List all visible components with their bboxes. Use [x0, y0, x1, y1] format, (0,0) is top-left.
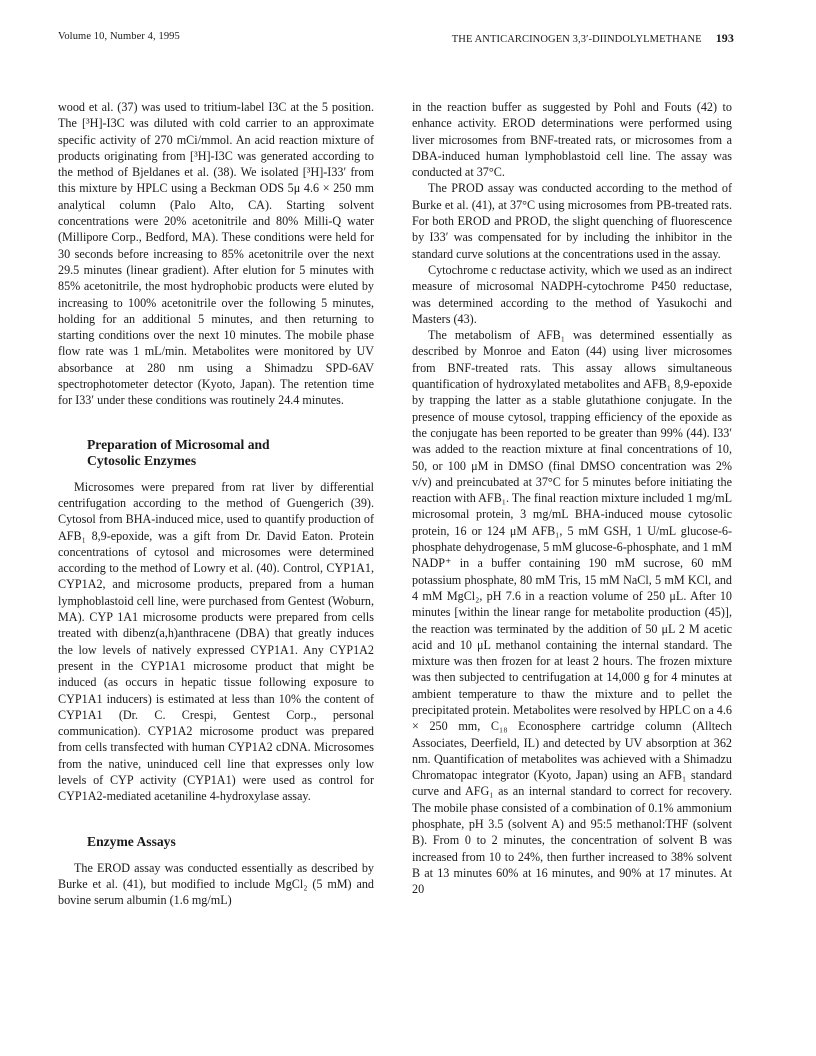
running-header [58, 31, 734, 47]
paragraph: Cytochrome c reductase activity, which we used as an indirect measure of microsomal NADPH-cytochrome P450 reductase, was determined according to the method of Yasukochi and Masters (43). [412, 262, 732, 326]
section-heading-enzyme-assays: Enzyme Assays [87, 833, 176, 849]
page-number: 193 [715, 31, 734, 45]
paragraph: The metabolism of AFB₁ was determined essentially as described by Monroe and Eaton (44) using liver microsomes from BNF-treated rats. This assay allows simultaneous quantification of hydroxylated metabolites and AFB₁ 8,9-epoxide by trapping the latter as a stable glutathione conjugate. In the presence of mouse cytosol, trapping efficiency of the epoxide as the conjugate has been reported to be greater than 99% (44). I33′ was added to the reaction mixture at final concentrations of 10, 50, or 100 μM in DMSO (final DMSO concentration was 2% v/v) and preincubated at 37°C for 5 minutes before initiating the reaction with AFB₁. The final reaction mixture included 1 mg/mL microsomal protein, 3 mg/mL BHA-induced mouse cytosolic protein, 16 or 124 μM AFB₁, 5 mM GSH, 1 U/mL glucose-6-phosphate dehydrogenase, 5 mM glucose-6-phosphate, and 1 mM NADP⁺ in a buffer containing 190 mM sucrose, 60 mM potassium phosphate, 80 mM Tris, 15 mM NaCl, 5 mM KCl, and 4 mM MgCl₂, pH 7.6 in a reaction volume of 250 μL. After 10 minutes [within the linear range for metabolite production (45)], the reaction was terminated by the addition of 50 μL 2 M acetic acid and 10 μL methanol containing the internal standard. The mixture was then frozen for at least 2 hours. The frozen mixture was then subjected to centrifugation at 14,000 g for 4 minutes at ambient temperature to thaw the mixture and to pellet the precipitated protein. Metabolites were resolved by HPLC on a 4.6 × 250 mm, C₁₈ Econosphere cartridge column (Alltech Associates, Deerfield, IL) and detected by UV absorption at 362 nm. Quantification of metabolites was achieved with a Shimadzu Chromatopac integrator (Kyoto, Japan) using an AFB₁ standard curve and AFG₁ as an internal standard to correct for recovery. The mobile phase consisted of a combination of 0.1% ammonium phosphate, pH 3.5 (solvent A) and 95:5 methanol:THF (solvent B). From 0 to 2 minutes, the concentration of solvent B was increased from 10 to 24%, then further increased to 38% solvent B at 13 minutes 60% at 16 minutes, and 90% at 17 minutes. At 20 [412, 328, 732, 897]
paragraph: The PROD assay was conducted according to the method of Burke et al. (41), at 37°C using microsomes from PB-treated rats. For both EROD and PROD, the slight quenching of fluorescence by I33′ was compensated for by including the inhibitor in the standard curve solutions at the concentrations used in the assay. [412, 181, 732, 261]
heading-line: Preparation of Microsomal and [87, 436, 270, 452]
running-title: THE ANTICARCINOGEN 3,3′-DIINDOLYLMETHANE [451, 34, 702, 45]
journal-volume-issue: Volume 10, Number 4, 1995 [58, 31, 180, 42]
right-column [412, 99, 732, 898]
section-heading-microsomal [87, 437, 374, 469]
paragraph: The EROD assay was conducted essentially as described by Burke et al. (41), but modified to include MgCl₂ (5 mM) and bovine serum albumin (1.6 mg/mL) [58, 860, 374, 908]
paragraph: in the reaction buffer as suggested by Pohl and Fouts (42) to enhance activity. EROD determinations were performed using liver microsomes from BNF-treated rats, or microsomes from a DBA-induced human lymphoblastoid cell line. The assay was conducted at 37°C. [412, 100, 732, 180]
paragraph: wood et al. (37) was used to tritium-label I3C at the 5 position. The [³H]-I3C was diluted with cold carrier to an approximate specific activity of 270 mCi/mmol. An acid reaction mixture of products originating from [³H]-I3C was generated according to the method of Bjeldanes et al. (38). We isolated [³H]-I33′ from this mixture by HPLC using a Beckman ODS 5μ 4.6 × 250 mm analytical column (Palo Alto, CA). Starting solvent concentrations were 20% acetonitrile and 80% Milli-Q water (Millipore Corp., Bedford, MA). These conditions were held for 30 seconds before increasing to 85% acetonitrile over the next 29.5 minutes (linear gradient). After elution for 5 minutes with 85% acetonitrile, the most hydrophobic products were eluted by increasing to 100% acetonitrile over the following 5 minutes, holding for an additional 5 minutes, and then returning to starting conditions over the next 10 minutes. The mobile phase flow rate was 1 mL/min. Metabolites were monitored by UV absorbance at 280 nm using a Shimadzu SPD-6AV spectrophotometer detector (Kyoto, Japan). The retention time for I33′ under these conditions was routinely 24.4 minutes. [58, 100, 374, 408]
heading-line: Cytosolic Enzymes [87, 452, 197, 468]
left-column [58, 99, 374, 908]
running-title-block [452, 31, 734, 46]
paragraph: Microsomes were prepared from rat liver by differential centrifugation according to the method of Guengerich (39). Cytosol from BHA-induced mice, used to quantify production of AFB₁ 8,9-epoxide, was a gift from Dr. David Eaton. Protein concentrations of cytosol and microsomes were determined according to the method of Lowry et al. (40). Control, CYP1A1, CYP1A2, and microsome products, prepared from a human lymphoblastoid cell line, were purchased from Gentest (Woburn, MA). CYP 1A1 microsome products were prepared from cells treated with dibenz(a,h)anthracene (DBA) that greatly induces the low levels of natively expressed CYP1A1. Any CYP1A2 present in the CYP1A1 microsome product that might be induced (as occurs in hepatic tissue following exposure to CYP1A1 inducers) is estimated at less than 10% the content of CYP1A1 (Dr. C. Crespi, Gentest Corp., personal communication). CYP1A2 microsome product was prepared from cells transfected with human CYP1A2 cDNA. Microsomes from the native, uninduced cell line that expresses only low levels of CYP activity (CYP1A1) were used as control for CYP1A2-mediated acetaniline 4-hydroxylase assay. [58, 479, 374, 804]
